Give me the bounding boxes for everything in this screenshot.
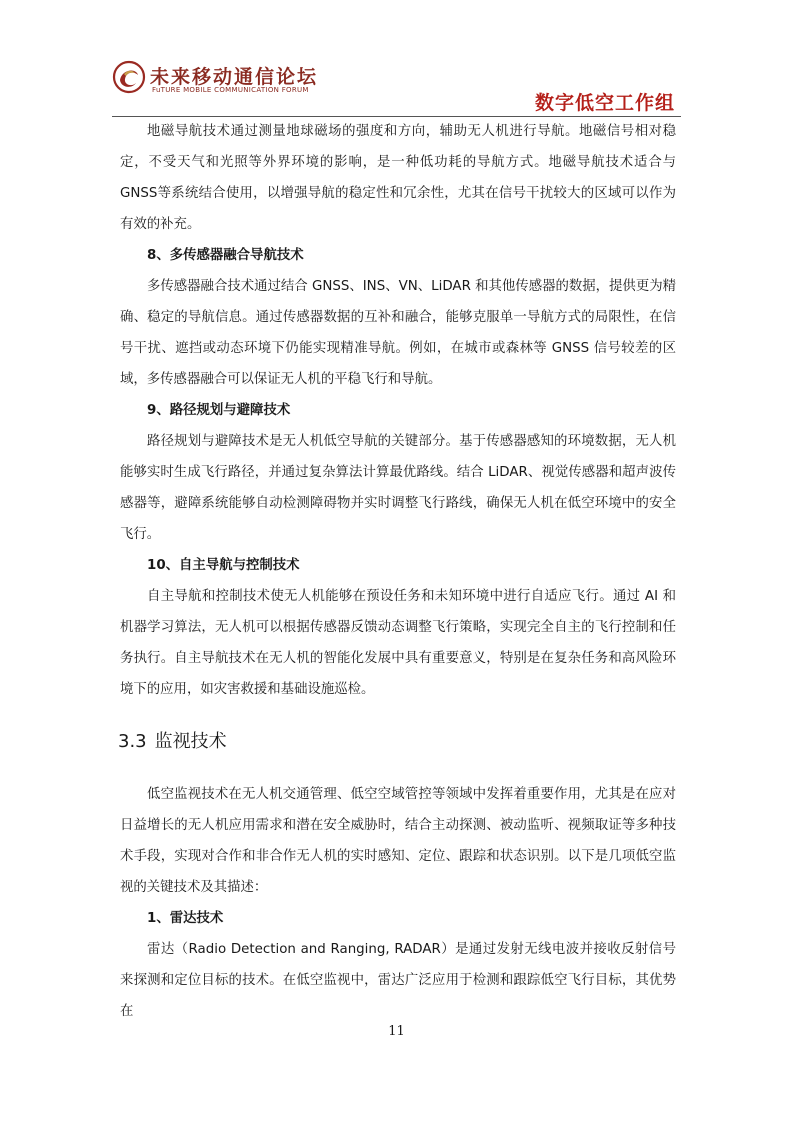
paragraph: 路径规划与避障技术是无人机低空导航的关键部分。基于传感器感知的环境数据，无人机能够实时生成飞行路径，并通过复杂算法计算最优路线。结合 LiDAR、视觉传感器和超声波传感器等，避障系统能够自动检测障碍物并实时调整飞行路线，确保无人机在低空环境中的安全飞行。: [120, 434, 676, 542]
section-heading: [118, 731, 676, 753]
subsection-heading: 9、路径规划与避障技术: [147, 403, 291, 418]
paragraph: 雷达（Radio Detection and Ranging, RADAR）是通过发射无线电波并接收反射信号来探测和定位目标的技术。在低空监视中，雷达广泛应用于检测和跟踪低空飞行目标，其优势在: [120, 942, 676, 1019]
paragraph: 地磁导航技术通过测量地球磁场的强度和方向，辅助无人机进行导航。地磁信号相对稳定，不受天气和光照等外界环境的影响，是一种低功耗的导航方式。地磁导航技术适合与GNSS等系统结合使用，以增强导航的稳定性和冗余性，尤其在信号干扰较大的区域可以作为有效的补充。: [120, 124, 676, 232]
page-number: 11: [388, 1024, 405, 1039]
paragraph: 多传感器融合技术通过结合 GNSS、INS、VN、LiDAR 和其他传感器的数据，提供更为精确、稳定的导航信息。通过传感器数据的互补和融合，能够克服单一导航方式的局限性，在信号干扰、遮挡或动态环境下仍能实现精准导航。例如，在城市或森林等 GNSS 信号较差的区域，多传感器融合可以保证无人机的平稳飞行和导航。: [120, 279, 676, 387]
paragraph: 自主导航和控制技术使无人机能够在预设任务和未知环境中进行自适应飞行。通过 AI 和机器学习算法，无人机可以根据传感器反馈动态调整飞行策略，实现完全自主的飞行控制和任务执行。自主导航技术在无人机的智能化发展中具有重要意义，特别是在复杂任务和高风险环境下的应用，如灾害救援和基础设施巡检。: [120, 589, 676, 697]
section-number: 3.3: [118, 731, 147, 752]
section-title: 监视技术: [154, 731, 227, 752]
subsection-heading: 1、雷达技术: [147, 911, 224, 926]
subsection-heading: 10、自主导航与控制技术: [147, 558, 300, 573]
working-group-name: 数字低空工作组: [534, 92, 675, 114]
document-body: [120, 116, 676, 1027]
subsection-heading: 8、多传感器融合导航技术: [147, 248, 304, 263]
paragraph: 低空监视技术在无人机交通管理、低空空域管控等领域中发挥着重要作用，尤其是在应对日益增长的无人机应用需求和潜在安全威胁时，结合主动探测、被动监听、视频取证等多种技术手段，实现对合作和非合作无人机的实时感知、定位、跟踪和状态识别。以下是几项低空监视的关键技术及其描述：: [120, 787, 676, 895]
page-header: [0, 0, 793, 118]
brand-name-cn: 未来移动通信论坛: [150, 66, 319, 88]
swirl-logo-icon: [112, 60, 146, 94]
brand-name-en: FuTURE MOBILE COMMUNICATION FORUM: [152, 86, 309, 94]
